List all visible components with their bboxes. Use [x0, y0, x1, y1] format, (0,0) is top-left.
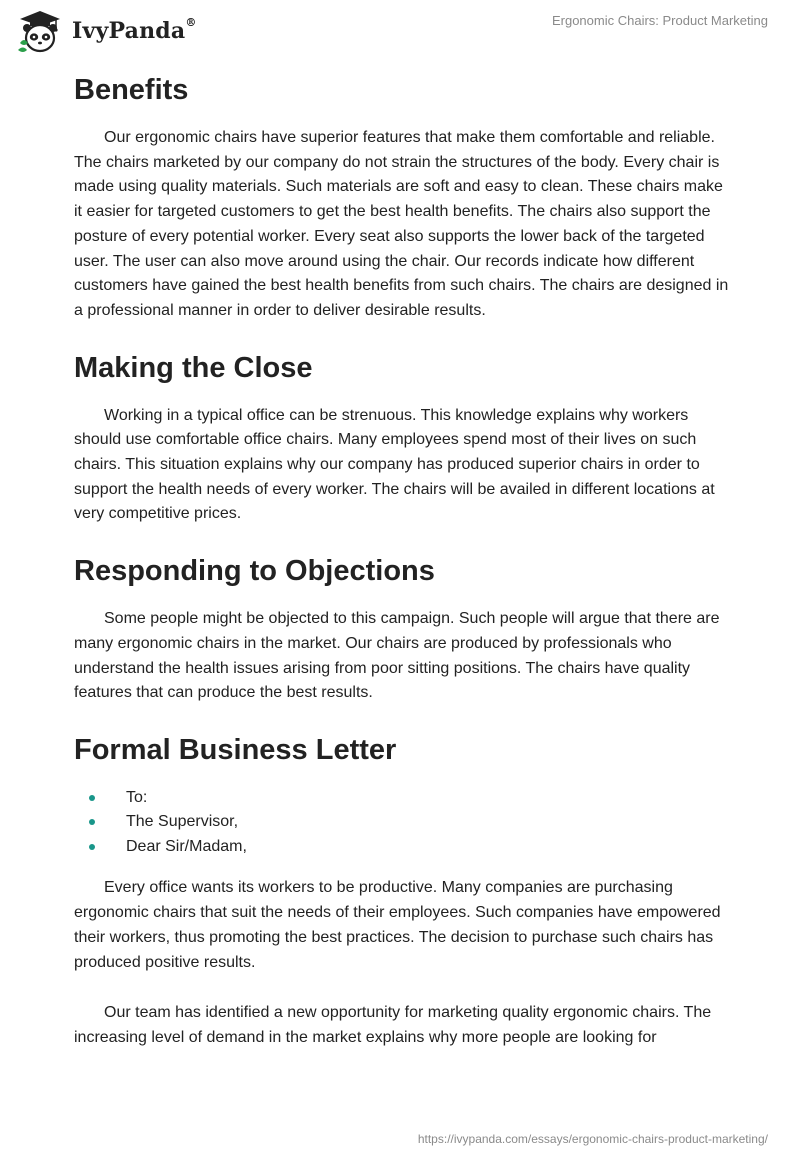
paragraph: Our team has identified a new opportunity for marketing quality ergonomic chairs. The increasing level of demand in the market explains why more people are looking for [74, 1004, 712, 1046]
paragraph: Every office wants its workers to be productive. Many companies are purchasing ergonomic chairs that suit the needs of their employees. Such companies have empowered their workers, thus promoting the best practices. The decision to purchase such chairs has produced positive results. [74, 879, 721, 971]
document-title: Ergonomic Chairs: Product Marketing [551, 13, 768, 28]
ivypanda-logo[interactable] [16, 9, 197, 55]
essay-content [74, 72, 734, 1077]
list-item: To: [74, 786, 734, 811]
source-url-link[interactable]: https://ivypanda.com/essays/ergonomic-chairs-product-marketing/ [417, 1132, 768, 1146]
list-item: The Supervisor, [74, 810, 734, 835]
section-heading-formal-business-letter: Formal Business Letter [74, 733, 397, 766]
section-heading-responding-to-objections: Responding to Objections [74, 555, 435, 588]
list-item: Dear Sir/Madam, [74, 835, 734, 860]
panda-graduate-icon [16, 9, 64, 55]
section-heading-making-the-close: Making the Close [74, 351, 313, 384]
paragraph: Some people might be objected to this campaign. Such people will argue that there are many ergonomic chairs in the market. Our chairs are produced by professionals who understand the health issues arising from poor sitting positions. The chairs have quality features that can produce the best results. [74, 610, 720, 702]
page-header [0, 0, 800, 70]
letter-bullet-list [74, 786, 734, 860]
paragraph: Working in a typical office can be strenuous. This knowledge explains why workers should use comfortable office chairs. Many employees spend most of their lives on such chairs. This situation explains why our company has produced superior chairs in order to support the health needs of every worker. The chairs will be availed in different locations at very competitive prices. [74, 406, 715, 523]
section-heading-benefits: Benefits [74, 74, 189, 106]
paragraph: Our ergonomic chairs have superior features that make them comfortable and reliable. The chairs marketed by our company do not strain the structures of the body. Every chair is made using quality materials. Such materials are soft and easy to clean. These chairs make it easier for targeted customers to get the best health benefits. The chairs also support the posture of every potential worker. Every seat also supports the lower back of the targeted user. The user can also move around using the chair. Our records indicate how different customers have gained the best health benefits from such chairs. The chairs are designed in a professional manner in order to deliver desirable results. [74, 129, 729, 319]
brand-name: IvyPanda® [72, 15, 197, 44]
